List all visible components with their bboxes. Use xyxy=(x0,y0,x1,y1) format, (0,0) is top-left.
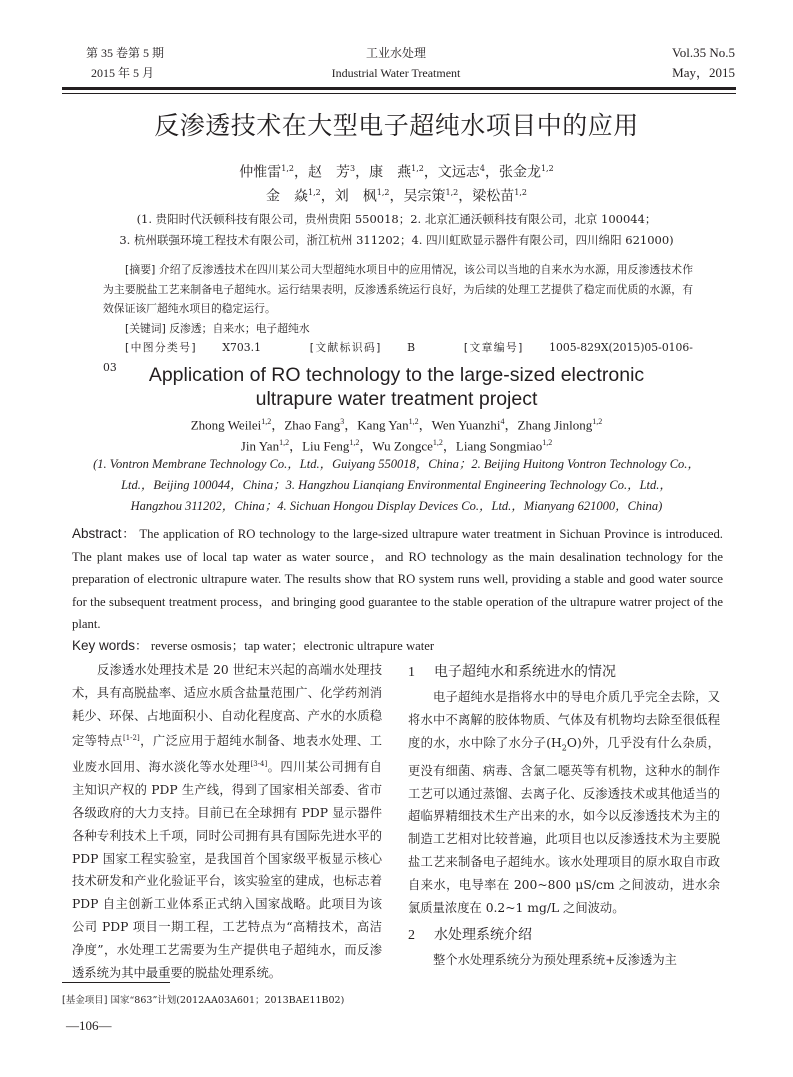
section-heading-2 xyxy=(408,922,720,949)
body-paragraph xyxy=(408,686,720,919)
keywords-en: reverse osmosis；tap water；electronic ultrapure water xyxy=(150,638,435,653)
affiliations-en-line1: (1. Vontron Membrane Technology Co.，Ltd.，Guiyang 550018，China；2. Beijing Huitong Vontron Technology Co.， xyxy=(93,457,700,471)
citation-ref[interactable]: [3-4] xyxy=(250,760,268,769)
paper-title-en-line1: Application of RO technology to the large-sized electronic xyxy=(148,364,645,386)
footnote xyxy=(62,992,344,1006)
journal-name-en: Industrial Water Treatment xyxy=(331,66,461,80)
body-left-column xyxy=(72,659,382,984)
author-affiliation-sup: 1,2 xyxy=(432,438,443,447)
author-name: 文远志 xyxy=(437,164,480,181)
author-affiliation-sup: 3 xyxy=(340,417,345,426)
author-affiliation-sup: 1,2 xyxy=(540,164,554,173)
author-affiliation-sup: 1,2 xyxy=(445,188,459,197)
author-name: Zhang Jinlong xyxy=(517,417,593,433)
subscript: 2 xyxy=(561,743,567,753)
abstract-en-text: The application of RO technology to the large-sized ultrapure water treatment in Sichuan Province is introduced. The plant makes use of local tap water as water source，and RO technology as the main desalination technology for the preparation of electronic ultrapure water. The results show that RO system runs well, providing a stable and good water source for the subsequent treatment process，and bringing good guarantee to the stable operation of the ultrapure watrer project of the plant. xyxy=(72,527,723,631)
body-text: O)外，几乎没有什么杂质，更没有细菌、病毒、含氯二噁英等有机物，这种水的制作工艺可以通过蒸馏、去离子化、反渗透技术或其他适当的超临界精细技术生产出来的水，如今以反渗透技术为主的制造工艺相对比较普遍，此项目也以反渗透技术为主要脱盐工艺来制备电子超纯水。该水处理项目的原水取自市政自来水，电导率在 200~800 μS/cm 之间波动，进水余氯质量浓度在 0.2~1 mg/L 之间波动。 xyxy=(408,735,720,915)
section-title: 电子超纯水和系统进水的情况 xyxy=(434,664,616,680)
fund-label: [基金项目] xyxy=(62,995,108,1006)
doc-code-value: B xyxy=(407,341,416,354)
author-name: 张金龙 xyxy=(498,164,541,181)
affiliations-cn-line1: (1. 贵阳时代沃顿科技有限公司，贵州贵阳 550018；2. 北京汇通沃顿科技有限公司，北京 100044； xyxy=(136,212,657,226)
author-name: Wu Zongce xyxy=(372,438,433,454)
body-text: ，广泛应用于超纯水制备、地表水处理、工业废水回用、海水淡化等水处理 xyxy=(72,734,382,775)
author-name: 康 燕 xyxy=(369,164,412,181)
author-affiliation-sup: 1,2 xyxy=(279,438,290,447)
authors-cn-line2: 金 焱$^{1,2}$，刘 枫$^{1,2}$，吴宗策$^{1,2}$，梁松苗$^{1,2}$ xyxy=(266,188,527,205)
paper-title-en-line2: ultrapure water treatment project xyxy=(255,388,538,410)
author-name: 金 焱 xyxy=(266,188,309,205)
author-affiliation-sup: 1,2 xyxy=(592,417,603,426)
section-number: 2 xyxy=(408,928,415,944)
body-paragraph xyxy=(408,949,720,972)
affiliations-cn-line2: 3. 杭州联强环境工程技术有限公司，浙江杭州 311202；4. 四川虹欧显示器件有限公司，四川绵阳 621000) xyxy=(119,233,674,247)
author-name: 刘 枫 xyxy=(334,188,377,205)
author-name: Zhao Fang xyxy=(284,417,341,433)
keywords-en-label: Key words xyxy=(72,637,136,653)
author-name: 梁松苗 xyxy=(472,188,515,205)
journal-name-cn: 工业水处理 xyxy=(365,46,426,60)
authors-en-line2: Jin Yan$^{1,2}$，Liu Feng$^{1,2}$，Wu Zongce$^{1,2}$，Liang Songmiao$^{1,2}$ xyxy=(240,438,553,454)
author-name: Wen Yuanzhi xyxy=(431,417,501,433)
clc-label: [中图分类号] xyxy=(125,341,196,354)
article-no-value: 1005-829X(2015)05-0106-03 xyxy=(103,341,693,374)
author-affiliation-sup: 3 xyxy=(350,164,356,173)
author-affiliation-sup: 1,2 xyxy=(308,188,321,197)
author-affiliation-sup: 1,2 xyxy=(281,164,295,173)
author-name: 仲惟雷 xyxy=(239,164,282,181)
journal-volume-en: Vol.35 No.5 xyxy=(672,45,735,60)
affiliations-en-line3: Hangzhou 311202，China；4. Sichuan Hongou Display Devices Co.，Ltd.，Mianyang 621000，China) xyxy=(130,499,663,513)
body-right-column xyxy=(408,659,720,972)
body-text: 反渗透水处理技术是 20 世纪末兴起的高端水处理技术，具有高脱盐率、适应水质含盐量范围广、化学药剂消耗少、环保、占地面积小、自动化程度高、产水的水质稳定等特点 xyxy=(72,663,382,749)
author-name: 赵 芳 xyxy=(308,164,351,181)
journal-date-cn: 2015 年 5 月 xyxy=(91,66,155,80)
affiliations-en-line2: Ltd.，Beijing 100044，China；3. Hangzhou Lianqiang Environmental Engineering Technology Co.，Ltd.， xyxy=(121,478,672,492)
article-no-label: [文章编号] xyxy=(463,341,523,354)
citation-ref[interactable]: [1-2] xyxy=(123,734,140,743)
author-name: Jin Yan xyxy=(240,438,280,454)
authors-en-line1: Zhong Weilei$^{1,2}$，Zhao Fang$^3$，Kang Yan$^{1,2}$，Wen Yuanzhi$^4$，Zhang Jinlong$^{1,2}$ xyxy=(190,417,603,433)
section-title: 水处理系统介绍 xyxy=(434,927,532,944)
author-name: Liu Feng xyxy=(302,438,350,454)
author-affiliation-sup: 1,2 xyxy=(261,417,272,426)
doc-code-label: [文献标识码] xyxy=(309,341,381,354)
author-affiliation-sup: 1,2 xyxy=(514,188,527,197)
abstract-en-label: Abstract xyxy=(72,526,122,541)
footnote-rule xyxy=(62,982,170,983)
header-rule-thick xyxy=(62,87,736,90)
author-name: Zhong Weilei xyxy=(190,417,262,433)
abstract-en: Abstract： The application of RO technology to the large-sized ultrapure water treatment in Sichuan Province is introduced. The plant makes use of local tap water as water source，and RO technology as the main desalination technology for the preparation of electronic ultrapure water. The results show that RO system runs well, providing a stable and good water source for the subsequent treatment process，and bringing good guarantee to the stable operation of the ultrapure watrer project of the plant. Key words： reverse osmosis；tap water；electronic ultrapure water xyxy=(72,526,723,653)
body-text: 电子超纯水是指将水中的导电介质几乎完全去除，又将水中不离解的胶体物质、气体及有机物均去除至很低程度的水，水中除了水分子(H xyxy=(408,690,720,750)
section-number: 1 xyxy=(408,665,415,680)
section-heading-1 xyxy=(408,659,720,686)
abstract-cn-label: [摘要] xyxy=(125,263,156,276)
author-affiliation-sup: 4 xyxy=(500,417,505,426)
abstract-cn xyxy=(103,260,693,377)
body-paragraph xyxy=(72,659,382,984)
paper-title-cn: 反渗透技术在大型电子超纯水项目中的应用 xyxy=(154,111,639,140)
header-rule-thin xyxy=(62,93,736,94)
authors-cn-line1: 仲惟雷$^{1,2}$，赵 芳$^3$，康 燕$^{1,2}$，文远志$^4$，张金龙$^{1,2}$ xyxy=(239,164,554,181)
author-affiliation-sup: 1,2 xyxy=(376,188,390,197)
body-text: 。四川某公司拥有自主知识产权的 PDP 生产线，得到了国家相关部委、省市各级政府的大力支持。目前已在全球拥有 PDP 显示器件各种专利技术上千项，同时公司拥有具有国际先进水平的 PDP 国家工程实验室，是我国首个国家级平板显示核心技术研发和产业化验证平台，该实验室的建成，也标志着 PDP 自主创新工业体系正式纳入国家战略。此项目为该公司 PDP 项目一期工程，工艺特点为“高精技术，高洁净度”，水处理工艺需要为生产提供电子超纯水，而反渗透系统为其中最重要的脱盐处理系统。 xyxy=(72,760,382,980)
body-text: 整个水处理系统分为预处理系统+反渗透为主 xyxy=(433,953,677,968)
abstract-cn-text: 介绍了反渗透技术在四川某公司大型超纯水项目中的应用情况，该公司以当地的自来水为水源，用反渗透技术作为主要脱盐工艺来制备电子超纯水。运行结果表明，反渗透系统运行良好，为后续的处理工艺提供了稳定而优质的水源，有效保证该厂超纯水项目的稳定运行。 xyxy=(103,263,693,315)
clc-value: X703.1 xyxy=(222,341,261,354)
keywords-cn-label: [关键词] xyxy=(125,321,166,335)
keywords-cn: 反渗透；自来水；电子超纯水 xyxy=(169,321,310,335)
author-affiliation-sup: 4 xyxy=(479,164,485,173)
author-name: Kang Yan xyxy=(357,417,409,433)
author-affiliation-sup: 1,2 xyxy=(408,417,419,426)
page-number: —106— xyxy=(66,1018,112,1033)
journal-date-en: May，2015 xyxy=(672,65,735,80)
author-affiliation-sup: 1,2 xyxy=(411,164,424,173)
author-affiliation-sup: 1,2 xyxy=(349,438,360,447)
author-name: 吴宗策 xyxy=(403,188,446,205)
fund-text: 国家“863”计划(2012AA03A601；2013BAE11B02) xyxy=(110,995,345,1006)
author-affiliation-sup: 1,2 xyxy=(542,438,553,447)
journal-volume-issue: 第 35 卷第 5 期 xyxy=(86,46,165,60)
author-name: Liang Songmiao xyxy=(455,438,543,454)
